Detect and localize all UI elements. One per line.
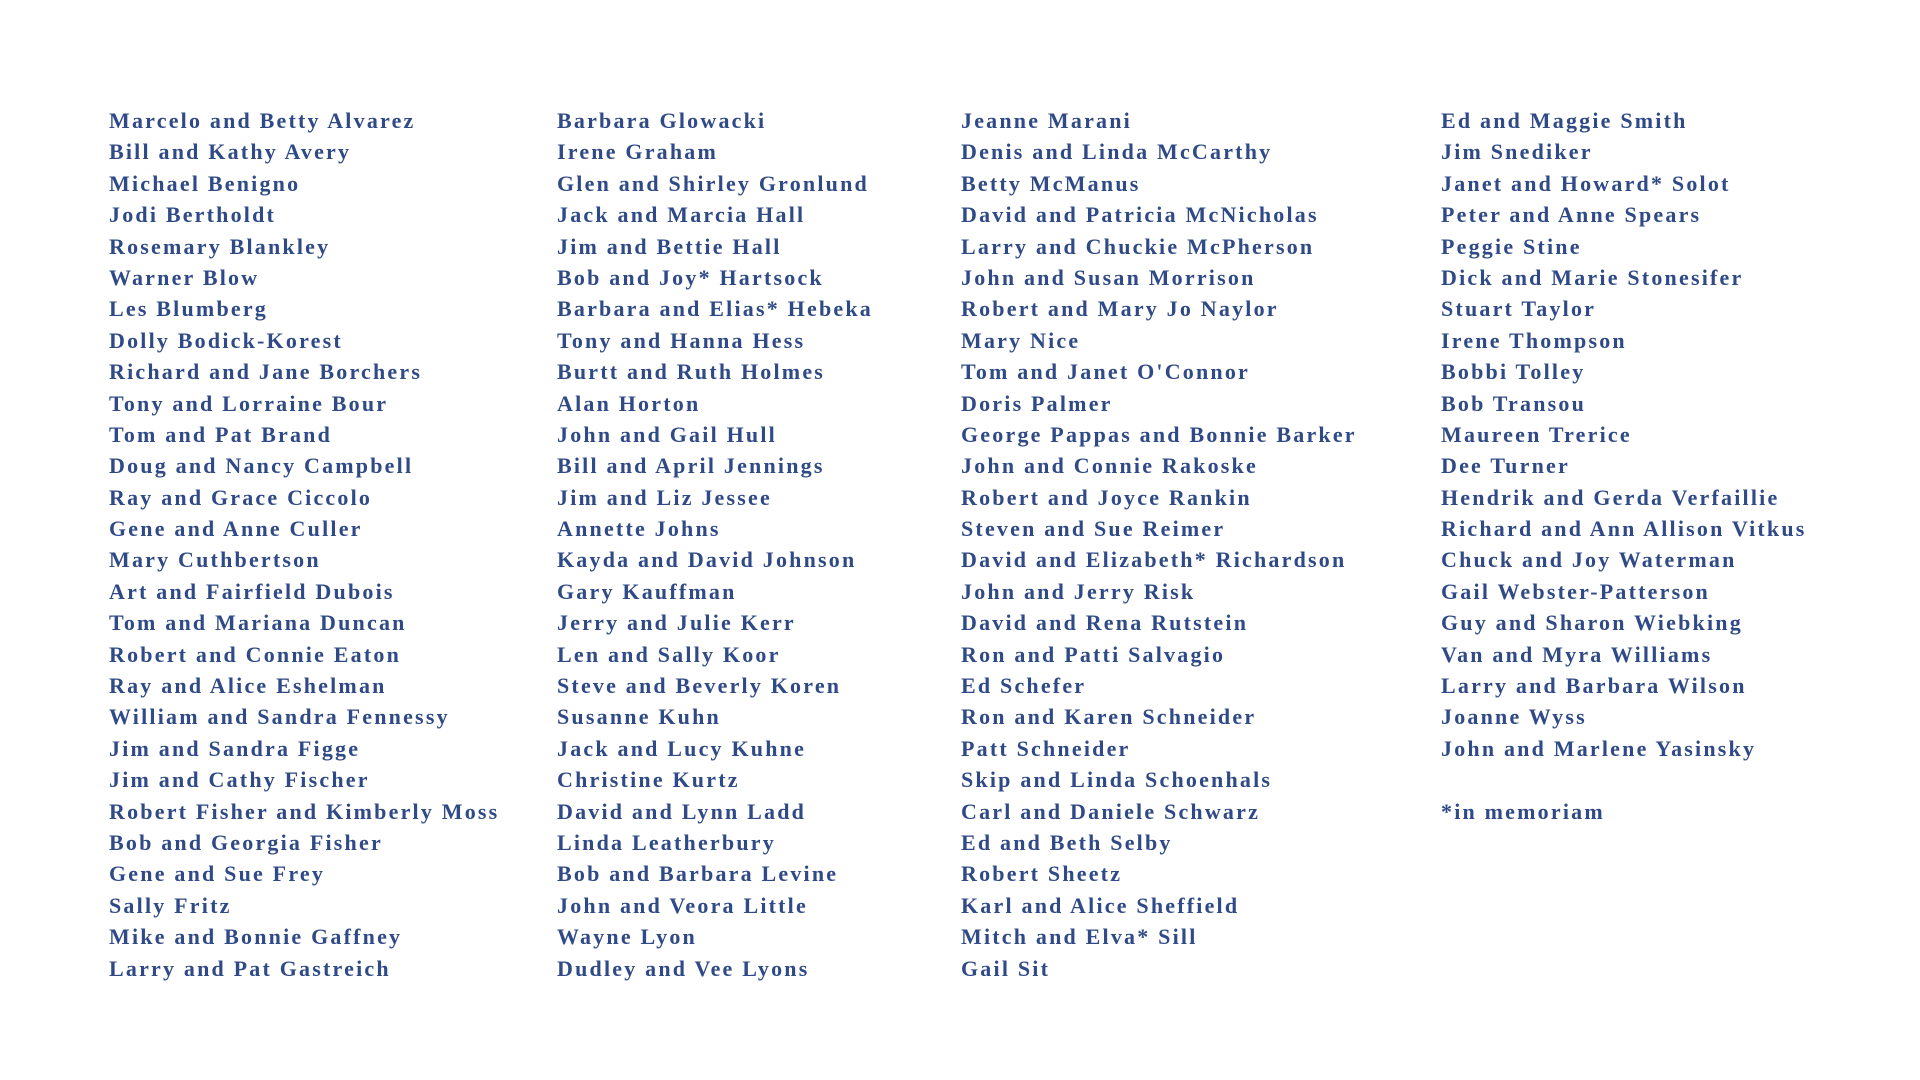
donor-name: Mitch and Elva* Sill — [961, 924, 1198, 950]
donor-name: Tom and Janet O'Connor — [961, 359, 1251, 385]
donor-name: Karl and Alice Sheffield — [961, 892, 1240, 918]
donor-name: Patt Schneider — [961, 735, 1131, 761]
donor-name: Gene and Sue Frey — [109, 861, 326, 887]
donor-name: Bill and Kathy Avery — [109, 139, 352, 165]
donor-name: Jim and Bettie Hall — [557, 233, 782, 259]
donor-name: David and Elizabeth* Richardson — [961, 547, 1347, 573]
donor-name: Ray and Alice Eshelman — [109, 673, 387, 699]
donor-name: Tom and Pat Brand — [109, 421, 333, 447]
donor-name: Stuart Taylor — [1441, 296, 1597, 322]
donor-name: Linda Leatherbury — [557, 829, 776, 855]
donor-name: Dudley and Vee Lyons — [557, 955, 810, 981]
donor-name: Larry and Chuckie McPherson — [961, 233, 1315, 259]
donor-name: Peggie Stine — [1441, 233, 1582, 259]
donor-name: Sally Fritz — [109, 892, 232, 918]
donor-name: Mary Nice — [961, 327, 1081, 353]
donor-name: Ed Schefer — [961, 673, 1087, 699]
donor-name: Jim Snediker — [1441, 139, 1593, 165]
donor-name: Annette Johns — [557, 516, 721, 542]
donor-name: Jeanne Marani — [961, 108, 1132, 133]
donor-name: Gene and Anne Culler — [109, 516, 363, 542]
donor-name: Michael Benigno — [109, 170, 301, 196]
donor-name: Jack and Lucy Kuhne — [557, 735, 807, 761]
donor-name: Susanne Kuhn — [557, 704, 721, 730]
donor-name: John and Connie Rakoske — [961, 453, 1258, 479]
donor-name: Steven and Sue Reimer — [961, 516, 1226, 542]
donor-name: Guy and Sharon Wiebking — [1441, 610, 1743, 636]
donor-name: Robert Sheetz — [961, 861, 1123, 887]
donor-name: Van and Myra Williams — [1441, 641, 1713, 667]
donor-name: Alan Horton — [557, 390, 701, 416]
donor-name: Richard and Ann Allison Vitkus — [1441, 516, 1807, 542]
donor-name: Christine Kurtz — [557, 767, 740, 793]
donor-name: Rosemary Blankley — [109, 233, 331, 259]
donor-name: David and Rena Rutstein — [961, 610, 1249, 636]
donor-name: John and Marlene Yasinsky — [1441, 735, 1757, 761]
donor-name: Art and Fairfield Dubois — [109, 578, 395, 604]
donor-name: Barbara and Elias* Hebeka — [557, 296, 873, 322]
donor-name: Mary Cuthbertson — [109, 547, 321, 573]
donor-name: Irene Graham — [557, 139, 719, 165]
donor-name: John and Veora Little — [557, 892, 808, 918]
donor-name: Kayda and David Johnson — [557, 547, 857, 573]
donor-name: George Pappas and Bonnie Barker — [961, 421, 1357, 447]
donor-name: Larry and Barbara Wilson — [1441, 673, 1747, 699]
donor-name: Bob and Barbara Levine — [557, 861, 839, 887]
donor-name: Tony and Hanna Hess — [557, 327, 806, 353]
donor-name: Irene Thompson — [1441, 327, 1627, 353]
donor-name: Janet and Howard* Solot — [1441, 170, 1731, 196]
donor-name: John and Gail Hull — [557, 421, 777, 447]
donor-name: Jim and Sandra Figge — [109, 735, 361, 761]
donor-name: Barbara Glowacki — [557, 108, 767, 133]
donor-name: Wayne Lyon — [557, 924, 697, 950]
donor-name: Ray and Grace Ciccolo — [109, 484, 373, 510]
donor-name: William and Sandra Fennessy — [109, 704, 450, 730]
in-memoriam-footnote: *in memoriam — [1441, 799, 1605, 824]
donor-name: Gail Webster-Patterson — [1441, 578, 1710, 604]
donor-name: Hendrik and Gerda Verfaillie — [1441, 484, 1780, 510]
donor-name: Warner Blow — [109, 264, 260, 290]
donor-name: Burtt and Ruth Holmes — [557, 359, 826, 385]
name-column-2 — [557, 105, 873, 984]
donor-name: Jim and Cathy Fischer — [109, 767, 370, 793]
donor-name: Chuck and Joy Waterman — [1441, 547, 1737, 573]
donor-name: Gary Kauffman — [557, 578, 737, 604]
donor-name: Jack and Marcia Hall — [557, 202, 806, 228]
donor-name: Robert and Connie Eaton — [109, 641, 402, 667]
donor-name: Ed and Beth Selby — [961, 829, 1173, 855]
donor-name: Denis and Linda McCarthy — [961, 139, 1273, 165]
donor-name: John and Jerry Risk — [961, 578, 1196, 604]
donor-name: Bill and April Jennings — [557, 453, 825, 479]
name-column-3 — [961, 105, 1357, 984]
donor-list — [0, 105, 1920, 1005]
donor-name: Steve and Beverly Koren — [557, 673, 842, 699]
donor-name: Jerry and Julie Kerr — [557, 610, 796, 636]
donor-name: Skip and Linda Schoenhals — [961, 767, 1273, 793]
donor-name: Dee Turner — [1441, 453, 1570, 479]
donor-name: Len and Sally Koor — [557, 641, 781, 667]
donor-name: Robert and Mary Jo Naylor — [961, 296, 1279, 322]
donor-name: Dolly Bodick-Korest — [109, 327, 343, 353]
donor-name: Ron and Karen Schneider — [961, 704, 1257, 730]
donor-name: Gail Sit — [961, 955, 1051, 981]
donor-name: David and Patricia McNicholas — [961, 202, 1319, 228]
name-column-1 — [109, 105, 499, 984]
donor-name: Doris Palmer — [961, 390, 1113, 416]
donor-name: Jodi Bertholdt — [109, 202, 277, 228]
donor-name: Richard and Jane Borchers — [109, 359, 423, 385]
donor-name: Bob and Joy* Hartsock — [557, 264, 824, 290]
donor-name: Mike and Bonnie Gaffney — [109, 924, 403, 950]
donor-name: Joanne Wyss — [1441, 704, 1587, 730]
donor-name: Peter and Anne Spears — [1441, 202, 1702, 228]
donor-name: Jim and Liz Jessee — [557, 484, 772, 510]
donor-name: Les Blumberg — [109, 296, 269, 322]
donor-name: Bobbi Tolley — [1441, 359, 1586, 385]
name-column-4 — [1441, 105, 1807, 764]
donor-name: Betty McManus — [961, 170, 1141, 196]
donor-name: Bob Transou — [1441, 390, 1587, 416]
donor-name: Dick and Marie Stonesifer — [1441, 264, 1744, 290]
donor-name: Ron and Patti Salvagio — [961, 641, 1226, 667]
donor-name: Larry and Pat Gastreich — [109, 955, 391, 981]
donor-name: Carl and Daniele Schwarz — [961, 798, 1261, 824]
donor-name: Tony and Lorraine Bour — [109, 390, 389, 416]
donor-name: Ed and Maggie Smith — [1441, 108, 1688, 133]
donor-name: Doug and Nancy Campbell — [109, 453, 414, 479]
donor-name: Tom and Mariana Duncan — [109, 610, 407, 636]
donor-name: Marcelo and Betty Alvarez — [109, 108, 416, 133]
donor-name: Robert and Joyce Rankin — [961, 484, 1252, 510]
donor-name: Maureen Trerice — [1441, 421, 1632, 447]
donor-name: John and Susan Morrison — [961, 264, 1256, 290]
donor-name: Robert Fisher and Kimberly Moss — [109, 798, 500, 824]
donor-name: David and Lynn Ladd — [557, 798, 807, 824]
donor-name: Bob and Georgia Fisher — [109, 829, 383, 855]
donor-name: Glen and Shirley Gronlund — [557, 170, 869, 196]
